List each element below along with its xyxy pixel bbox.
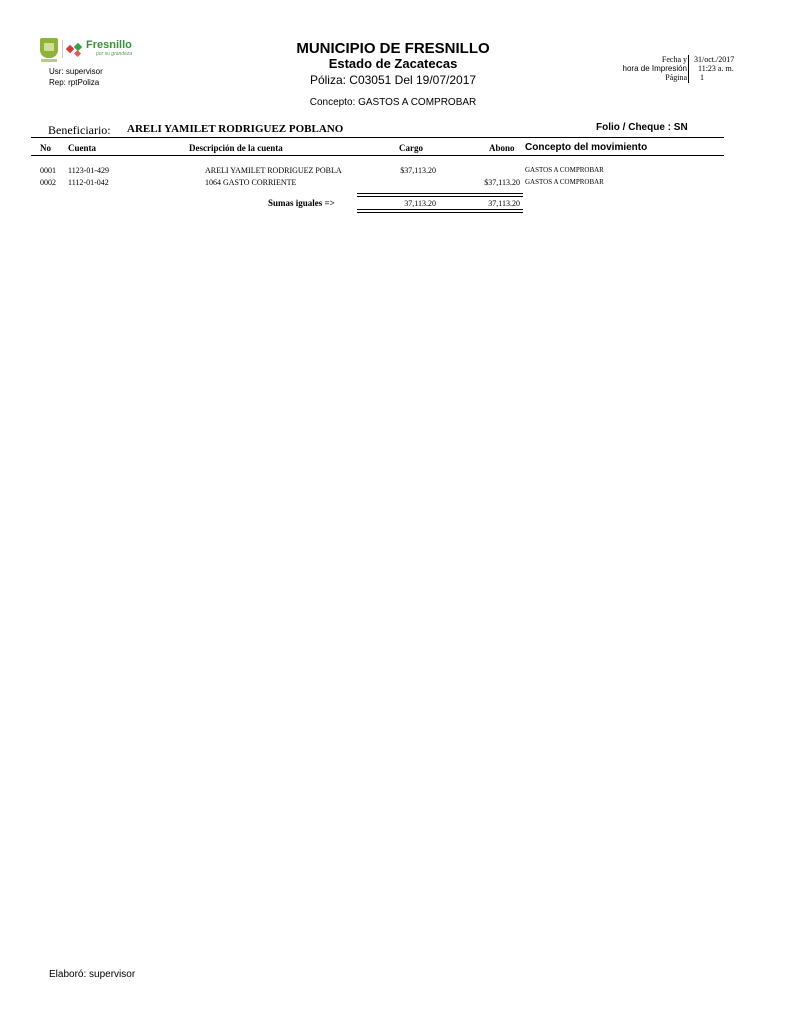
report-state: Estado de Zacatecas <box>328 56 458 71</box>
beneficiario-rule <box>31 137 724 138</box>
row1-concepto: GASTOS A COMPROBAR <box>525 166 604 174</box>
report-label: Rep: rptPoliza <box>49 78 100 87</box>
elaboro-footer: Elaboró: supervisor <box>49 969 136 980</box>
col-cargo-header: Cargo <box>399 143 423 153</box>
row1-descripcion: ARELI YAMILET RODRIGUEZ POBLA <box>205 166 342 175</box>
row2-cuenta: 1112-01-042 <box>68 178 109 187</box>
hora-value: 11:23 a. m. <box>698 64 734 73</box>
row2-descripcion: 1064 GASTO CORRIENTE <box>205 178 297 187</box>
municipal-shield-logo <box>40 38 58 58</box>
beneficiario-name: ARELI YAMILET RODRIGUEZ POBLANO <box>127 123 344 135</box>
totals-rule-bottom-2 <box>357 212 523 213</box>
sum-abono: 37,113.20 <box>488 199 520 208</box>
fecha-value: 31/oct./2017 <box>694 55 735 64</box>
concepto-line: Concepto: GASTOS A COMPROBAR <box>309 97 477 108</box>
row2-concepto: GASTOS A COMPROBAR <box>525 178 604 186</box>
sum-cargo: 37,113.20 <box>404 199 436 208</box>
logo-tagline: por su grandeza <box>96 51 133 57</box>
row2-abono: $37,113.20 <box>484 178 520 187</box>
totals-rule-top-2 <box>357 196 523 197</box>
user-label: Usr: supervisor <box>49 67 103 76</box>
row2-no: 0002 <box>40 178 56 187</box>
logo-small-red-diamond-icon <box>74 50 81 57</box>
poliza-line: Póliza: C03051 Del 19/07/2017 <box>309 73 477 87</box>
pagina-label: Página <box>665 73 687 82</box>
col-descripcion-header: Descripción de la cuenta <box>189 143 283 153</box>
hora-impresion-label: hora de Impresión <box>622 64 687 73</box>
totals-rule-top <box>357 193 523 194</box>
folio-cheque: Folio / Cheque : SN <box>596 122 688 133</box>
pagina-value: 1 <box>700 73 704 82</box>
header-rule <box>31 155 724 156</box>
row1-cuenta: 1123-01-429 <box>68 166 110 175</box>
logo-wordmark: Fresnillo <box>86 39 132 51</box>
beneficiario-label: Beneficiario: <box>48 123 111 137</box>
row1-cargo: $37,113.20 <box>400 166 436 175</box>
sumas-iguales-label: Sumas iguales => <box>268 198 335 208</box>
row1-no: 0001 <box>40 166 56 175</box>
fecha-label: Fecha y <box>661 55 687 64</box>
date-divider <box>688 55 689 83</box>
col-no-header: No <box>40 143 51 153</box>
col-abono-header: Abono <box>489 143 515 153</box>
report-title: MUNICIPIO DE FRESNILLO <box>296 40 490 57</box>
totals-rule-bottom <box>357 209 523 210</box>
col-concepto-header: Concepto del movimiento <box>525 142 648 153</box>
col-cuenta-header: Cuenta <box>68 143 97 153</box>
shield-caption-bar <box>41 59 57 62</box>
logo-divider <box>62 40 63 58</box>
